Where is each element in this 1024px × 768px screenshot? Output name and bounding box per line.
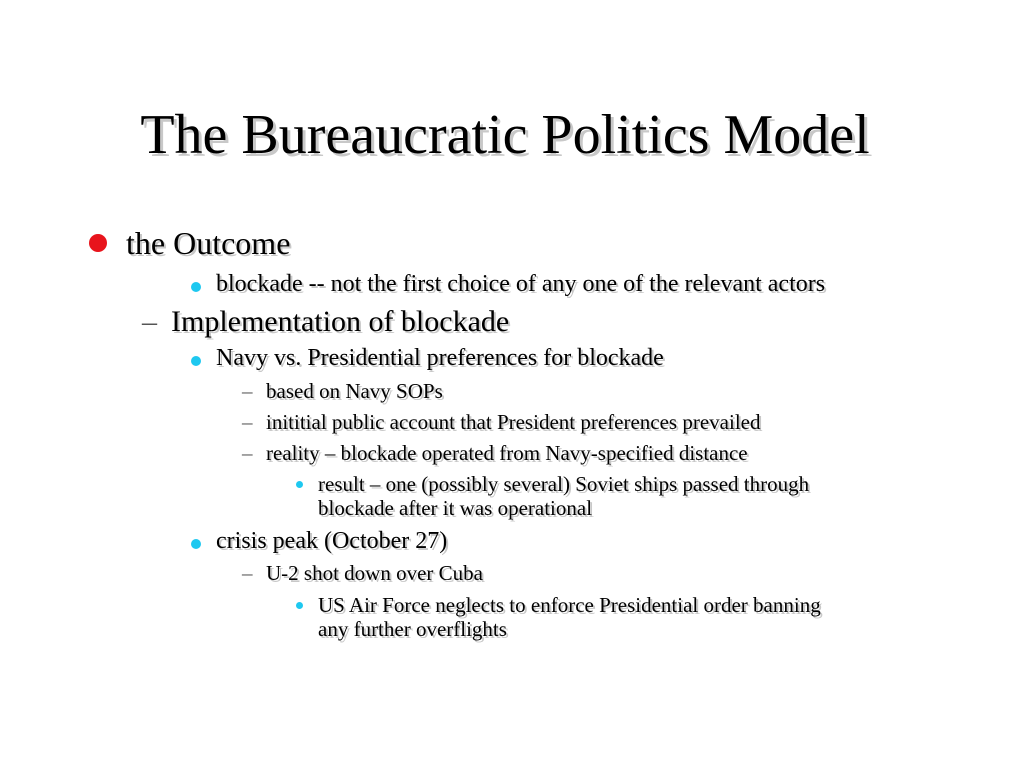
bullet-cyan-dot-icon (191, 539, 201, 549)
blockade-choice-line (216, 271, 825, 298)
dash-icon: – (242, 441, 253, 465)
reality-line (266, 441, 748, 466)
initial-account-text: inititial public account that President preferences prevailed (266, 410, 761, 434)
air-force-text-2: any further overflights (318, 617, 507, 641)
slide-title: The Bureaucratic Politics Model (140, 104, 870, 166)
reality-text: reality – blockade operated from Navy-specified distance (266, 441, 748, 465)
u2-text: U-2 shot down over Cuba (266, 561, 483, 585)
navy-vs-president-line (216, 345, 664, 372)
air-force-line-1 (318, 593, 821, 617)
air-force-line-2 (318, 617, 507, 641)
navy-sops-line (266, 379, 443, 404)
crisis-peak-text: crisis peak (October 27) (216, 528, 448, 554)
bullet-cyan-dot-icon (191, 356, 201, 366)
crisis-peak-line (216, 528, 447, 555)
navy-sops-text: based on Navy SOPs (266, 379, 443, 403)
dash-icon: – (242, 561, 253, 585)
bullet-small-cyan-dot-icon (296, 481, 303, 488)
result-line-2 (318, 496, 592, 520)
result-text-2: blockade after it was operational (318, 496, 593, 520)
blockade-choice-text: blockade -- not the first choice of any one of the relevant actors (216, 271, 826, 297)
outcome-text: the Outcome (126, 225, 291, 261)
dash-icon: – (242, 410, 253, 434)
outcome-line (126, 225, 290, 261)
result-line-1 (318, 472, 809, 496)
implementation-line (171, 305, 509, 339)
navy-vs-president-text: Navy vs. Presidential preferences for blockade (216, 345, 664, 371)
bullet-red-dot-icon (89, 234, 107, 252)
initial-account-line (266, 410, 760, 435)
dash-icon: – (242, 379, 253, 403)
bullet-small-cyan-dot-icon (296, 602, 303, 609)
dash-icon: – (142, 305, 157, 338)
bullet-cyan-dot-icon (191, 282, 201, 292)
air-force-text-1: US Air Force neglects to enforce Presidential order banning (318, 593, 821, 617)
u2-line (266, 561, 483, 586)
result-text-1: result – one (possibly several) Soviet ships passed through (318, 472, 810, 496)
implementation-text: Implementation of blockade (171, 305, 510, 338)
